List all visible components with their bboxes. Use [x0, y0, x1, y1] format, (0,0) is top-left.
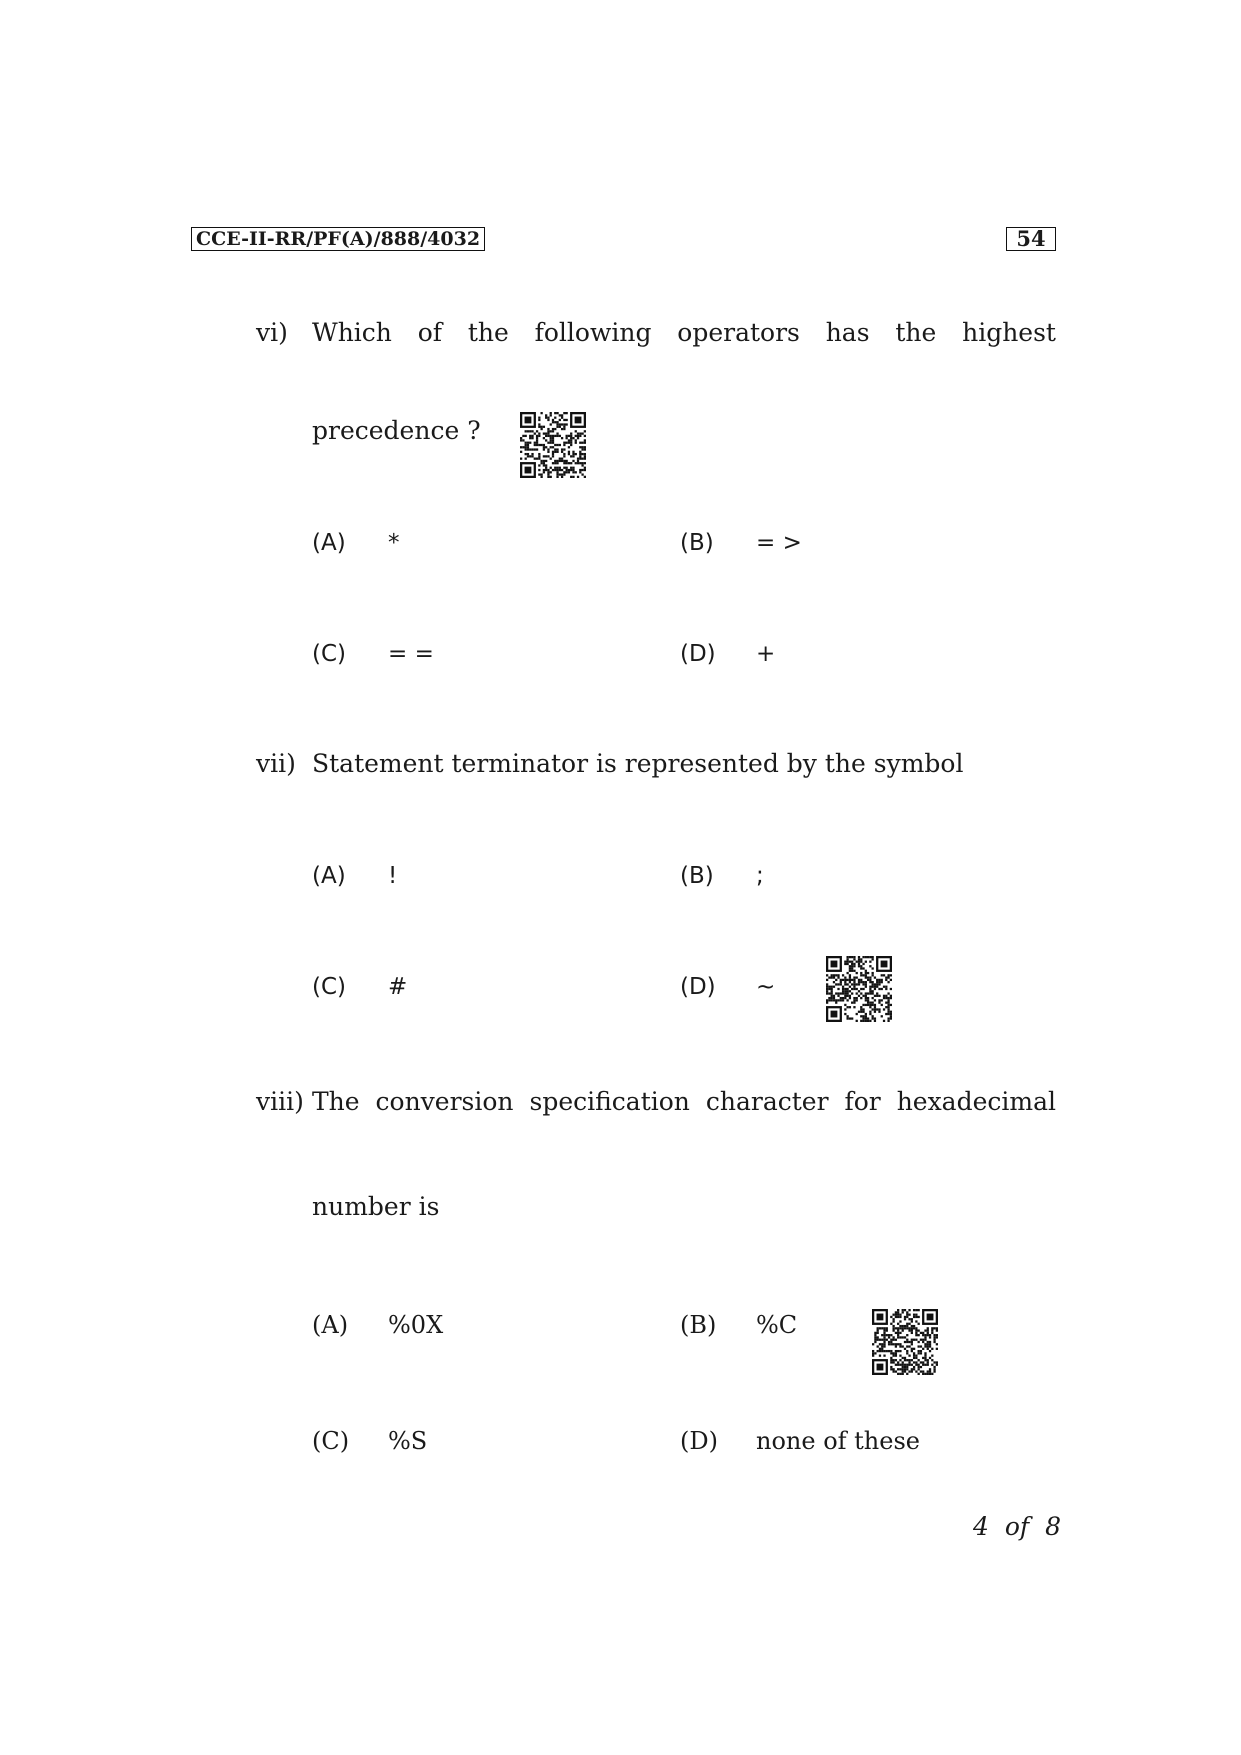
question-word: hexadecimal	[896, 1087, 1056, 1116]
option-value: = =	[388, 641, 434, 667]
question-word: for	[844, 1087, 881, 1116]
option-label: (A)	[312, 863, 346, 889]
set-number: 54	[1006, 227, 1056, 251]
question-text-line2: precedence ?	[312, 416, 481, 445]
option-label: (C)	[312, 641, 347, 667]
option-label: (C)	[312, 974, 347, 1000]
question-word: conversion	[375, 1087, 514, 1116]
question-text-line2: number is	[312, 1192, 440, 1221]
option-value: +	[756, 641, 776, 667]
question-text-line1: Statement terminator is represented by the symbol	[312, 749, 964, 778]
qr-code-icon	[520, 412, 586, 478]
question-word: of	[417, 318, 443, 347]
option-label: (B)	[680, 863, 714, 889]
option-label: (C)	[312, 1427, 350, 1455]
question-number: vi)	[256, 318, 288, 347]
paper-code: CCE-II-RR/PF(A)/888/4032	[191, 227, 485, 251]
qr-code-icon	[826, 956, 892, 1022]
option-value: *	[388, 530, 400, 556]
question-number: viii)	[256, 1087, 304, 1116]
option-value: !	[388, 863, 398, 889]
option-label: (B)	[680, 530, 714, 556]
option-label: (A)	[312, 530, 346, 556]
question-word: operators	[677, 318, 800, 347]
option-label: (A)	[312, 1311, 349, 1339]
question-word: Which	[312, 318, 392, 347]
qr-code-icon	[872, 1309, 938, 1375]
option-label: (B)	[680, 1311, 717, 1339]
page-indicator: 4 of 8	[973, 1512, 1062, 1541]
option-value: = >	[756, 530, 802, 556]
option-label: (D)	[680, 1427, 718, 1455]
question-word: following	[534, 318, 652, 347]
option-value: ~	[756, 974, 776, 1000]
option-value: %S	[388, 1427, 428, 1455]
question-word: The	[312, 1087, 360, 1116]
question-word: highest	[962, 318, 1056, 347]
option-value: %0X	[388, 1311, 444, 1339]
question-word: specification	[529, 1087, 690, 1116]
question-number: vii)	[256, 749, 296, 778]
question-word: character	[705, 1087, 829, 1116]
option-label: (D)	[680, 641, 716, 667]
question-word: has	[825, 318, 870, 347]
question-word: the	[467, 318, 509, 347]
question-word: the	[895, 318, 937, 347]
option-label: (D)	[680, 974, 716, 1000]
option-value: none of these	[756, 1427, 920, 1455]
question-text-line1	[312, 1087, 1056, 1117]
question-text-line1	[312, 318, 1056, 348]
option-value: #	[388, 974, 408, 1000]
option-value: %C	[756, 1311, 798, 1339]
option-value: ;	[756, 863, 764, 889]
